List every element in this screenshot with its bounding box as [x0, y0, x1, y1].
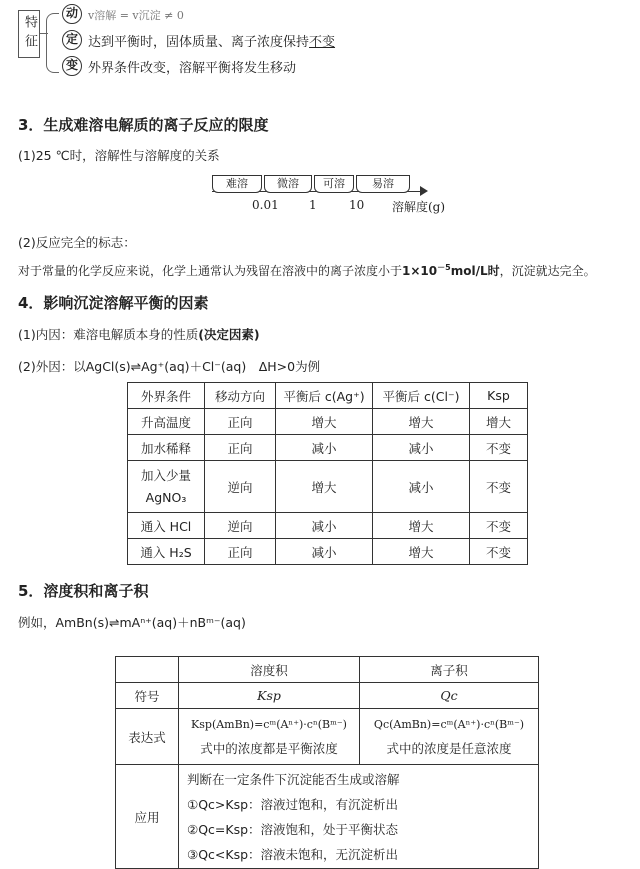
table-cell: 增大 — [373, 409, 470, 435]
table-cell: 增大 — [373, 539, 470, 565]
scale-seg-kerong: 可溶 — [314, 175, 354, 193]
factors-header: 平衡后 c(Cl⁻) — [373, 383, 470, 409]
ksp-row-label: 符号 — [116, 683, 179, 709]
feature-brace — [46, 13, 59, 73]
feature-circle-bian: 变 — [62, 56, 82, 76]
sec3-p3-value: 1×10 — [402, 264, 438, 278]
scale-seg-weirong: 微溶 — [264, 175, 312, 193]
scale-tick-1: 1 — [309, 198, 317, 212]
table-cell: 增大 — [276, 461, 373, 513]
ksp-corner — [116, 657, 179, 683]
table-cell: 增大 — [470, 409, 528, 435]
sec3-p3-text: 对于常量的化学反应来说，化学上通常认为残留在溶液中的离子浓度小于 — [18, 264, 403, 278]
table-row — [128, 513, 528, 539]
sec5-example: 例如，AmBn(s)⇌mAⁿ⁺(aq)＋nBᵐ⁻(aq) — [18, 615, 246, 630]
table-cell: 正向 — [205, 409, 276, 435]
scale-tick-001: 0.01 — [252, 198, 279, 212]
table-row — [116, 765, 539, 869]
table-cell: 不变 — [470, 513, 528, 539]
apply-line: ①Qc>Ksp：溶液过饱和，有沉淀析出 — [187, 796, 399, 812]
factors-header: 移动方向 — [205, 383, 276, 409]
feature-row-ding — [88, 31, 335, 50]
table-row — [116, 683, 539, 709]
feature-row-ding-emph: 不变 — [309, 35, 336, 50]
scale-tick-10: 10 — [349, 198, 365, 212]
table-cell: 减小 — [276, 513, 373, 539]
qc-expression: Qc(AmBn)=cᵐ(Aⁿ⁺)·cⁿ(Bᵐ⁻) — [373, 717, 525, 731]
feature-circle-dong: 动 — [62, 4, 82, 24]
scale-seg-yirong: 易溶 — [356, 175, 410, 193]
sec3-p3-unit: mol/L时 — [450, 264, 500, 278]
ksp-col-header: 离子积 — [360, 657, 539, 683]
table-cell: 减小 — [276, 539, 373, 565]
ksp-table — [115, 656, 539, 869]
factors-header: 平衡后 c(Ag⁺) — [276, 383, 373, 409]
table-cell: 不变 — [470, 539, 528, 565]
scale-arrowhead — [420, 186, 428, 196]
table-cell: 正向 — [205, 539, 276, 565]
table-row — [128, 539, 528, 565]
ksp-row-label: 应用 — [116, 765, 179, 869]
table-row — [128, 409, 528, 435]
table-cell: 增大 — [373, 513, 470, 539]
table-row — [128, 435, 528, 461]
ksp-expression: Ksp(AmBn)=cᵐ(Aⁿ⁺)·cⁿ(Bᵐ⁻) — [191, 717, 347, 731]
qc-symbol: Qc — [360, 683, 539, 709]
table-cell: 不变 — [470, 461, 528, 513]
table-cell: 升高温度 — [128, 409, 205, 435]
table-cell: 减小 — [373, 435, 470, 461]
ksp-symbol: Ksp — [179, 683, 360, 709]
table-cell: 加水稀释 — [128, 435, 205, 461]
sec4-p1 — [18, 325, 260, 343]
scale-seg-nanrong: 难溶 — [212, 175, 262, 193]
feature-row-bian: 外界条件改变，溶解平衡将发生移动 — [88, 61, 297, 76]
table-row — [116, 709, 539, 765]
factors-table — [127, 382, 528, 565]
apply-line: ③Qc<Ksp：溶液未饱和，无沉淀析出 — [187, 846, 399, 862]
sec3-p1: (1)25 ℃时，溶解性与溶解度的关系 — [18, 148, 220, 163]
factors-header: 外界条件 — [128, 383, 205, 409]
table-cell: 减小 — [373, 461, 470, 513]
sec4-title: 4．影响沉淀溶解平衡的因素 — [18, 294, 209, 312]
sec3-p3-end: ，沉淀就达完全。 — [499, 264, 596, 278]
sec3-title: 3．生成难溶电解质的离子反应的限度 — [18, 116, 269, 134]
table-cell: 逆向 — [205, 513, 276, 539]
sec3-p3 — [18, 262, 596, 279]
feature-row-ding-text: 达到平衡时，固体质量、离子浓度保持 — [88, 35, 310, 50]
apply-line: ②Qc=Ksp：溶液饱和，处于平衡状态 — [187, 821, 399, 837]
table-row — [128, 461, 528, 513]
sec5-title: 5．溶度积和离子积 — [18, 582, 149, 600]
sec4-p2: (2)外因：以AgCl(s)⇌Ag⁺(aq)＋Cl⁻(aq) ΔH>0为例 — [18, 359, 321, 374]
apply-cell — [179, 765, 539, 869]
qc-expression-cell — [360, 709, 539, 765]
scale-axis-label: 溶解度(g) — [392, 200, 446, 214]
ksp-expression-cell — [179, 709, 360, 765]
table-cell: 加入少量 AgNO₃ — [128, 461, 205, 513]
feature-circle-ding: 定 — [62, 30, 82, 50]
table-cell: 减小 — [276, 435, 373, 461]
table-cell: 逆向 — [205, 461, 276, 513]
sec3-p3-exp: －5 — [437, 263, 451, 272]
apply-line: 判断在一定条件下沉淀能否生成或溶解 — [187, 771, 400, 787]
ksp-row-label: 表达式 — [116, 709, 179, 765]
table-cell: 通入 H₂S — [128, 539, 205, 565]
sec4-p1-emph: (决定因素) — [198, 327, 260, 342]
feature-row-dong: v溶解 = v沉淀 ≠ 0 — [88, 9, 184, 22]
table-cell: 通入 HCl — [128, 513, 205, 539]
table-cell: 正向 — [205, 435, 276, 461]
ksp-col-header: 溶度积 — [179, 657, 360, 683]
ksp-expression-note: 式中的浓度都是平衡浓度 — [200, 740, 338, 756]
table-cell: 增大 — [276, 409, 373, 435]
qc-expression-note: 式中的浓度是任意浓度 — [386, 740, 512, 756]
sec4-p1-text: (1)内因：难溶电解质本身的性质 — [18, 327, 199, 342]
factors-header: Ksp — [470, 383, 528, 409]
sec3-p2: (2)反应完全的标志： — [18, 235, 136, 250]
feature-label: 特征 — [22, 15, 37, 53]
feature-label-box — [18, 10, 40, 58]
table-cell: 不变 — [470, 435, 528, 461]
